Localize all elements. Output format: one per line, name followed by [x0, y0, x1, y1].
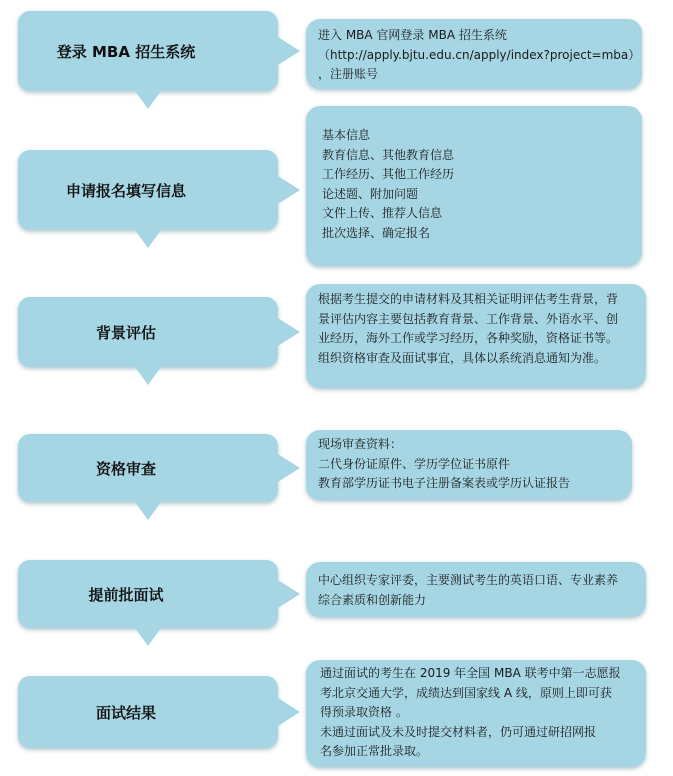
- step-title: 资格审查: [95, 459, 156, 478]
- arrow-down-icon: [135, 628, 161, 646]
- arrow-down-icon: [135, 230, 161, 248]
- step-box-result: [18, 676, 278, 748]
- step-box-apply: [18, 150, 278, 230]
- detail-line: 根据考生提交的申请材料及其相关证明评估考生背景，背: [318, 292, 619, 306]
- detail-box-login: [306, 19, 642, 89]
- detail-line: 综合素质和创新能力: [318, 592, 427, 607]
- arrow-right-icon: [278, 580, 300, 608]
- detail-line: 现场审查资料：: [318, 437, 403, 451]
- detail-line: 文件上传、推荐人信息: [322, 206, 443, 220]
- detail-line: 批次选择、确定报名: [322, 225, 431, 240]
- detail-line: 教育信息、其他教育信息: [322, 147, 455, 162]
- detail-box-apply: [306, 106, 642, 266]
- detail-line: 论述题、附加问题: [322, 186, 419, 201]
- detail-box-interview: [306, 562, 646, 617]
- step-box-qualification: [18, 434, 278, 502]
- arrow-right-icon: [278, 176, 300, 204]
- step-title: 提前批面试: [88, 585, 164, 604]
- detail-line: 业经历，海外工作或学习经历，各种奖励，资格证书等。: [318, 331, 619, 345]
- detail-line: 教育部学历证书电子注册备案表或学历认证报告: [318, 476, 571, 490]
- arrow-right-icon: [278, 37, 300, 65]
- detail-line: 得预录取资格 。: [320, 705, 408, 719]
- step-title: 背景评估: [95, 323, 156, 342]
- detail-line: 进入 MBA 官网登录 MBA 招生系统: [318, 28, 507, 42]
- arrow-down-icon: [135, 91, 161, 109]
- detail-line: 中心组织专家评委，主要测试考生的英语口语、专业素养: [318, 573, 619, 587]
- detail-line: 通过面试的考生在 2019 年全国 MBA 联考中第一志愿报: [320, 666, 621, 680]
- step-title: 申请报名填写信息: [65, 181, 186, 200]
- detail-box-background: [306, 284, 646, 388]
- arrow-right-icon: [278, 698, 300, 726]
- detail-line: 二代身份证原件、学历学位证书原件: [318, 456, 511, 471]
- step-title: 面试结果: [95, 703, 156, 722]
- detail-line: 未通过面试及未及时提交材料者，仍可通过研招网报: [320, 724, 597, 739]
- detail-line: 工作经历、其他工作经历: [322, 167, 455, 181]
- detail-line: 考北京交通大学，成绩达到国家线 A 线，原则上即可获: [320, 685, 612, 700]
- detail-box-result: [306, 660, 646, 767]
- step-box-login: [18, 11, 278, 91]
- detail-line: 名参加正常批录取。: [320, 744, 429, 758]
- detail-box-qualification: [306, 430, 632, 500]
- detail-line: （http://apply.bjtu.edu.cn/apply/index?project=mba）: [318, 47, 641, 62]
- step-box-background: [18, 297, 278, 367]
- step-title: 登录 MBA 招生系统: [56, 42, 196, 61]
- arrow-right-icon: [278, 454, 300, 482]
- detail-line: 基本信息: [322, 128, 371, 142]
- arrow-down-icon: [135, 502, 161, 520]
- step-box-interview: [18, 560, 278, 628]
- arrow-right-icon: [278, 318, 300, 346]
- detail-line: 景评估内容主要包括教育背景、工作背景、外语水平、创: [318, 311, 619, 326]
- detail-line: 组织资格审查及面试事宜，具体以系统消息通知为准。: [318, 350, 607, 365]
- arrow-down-icon: [135, 367, 161, 385]
- detail-line: ，注册账号: [318, 67, 379, 81]
